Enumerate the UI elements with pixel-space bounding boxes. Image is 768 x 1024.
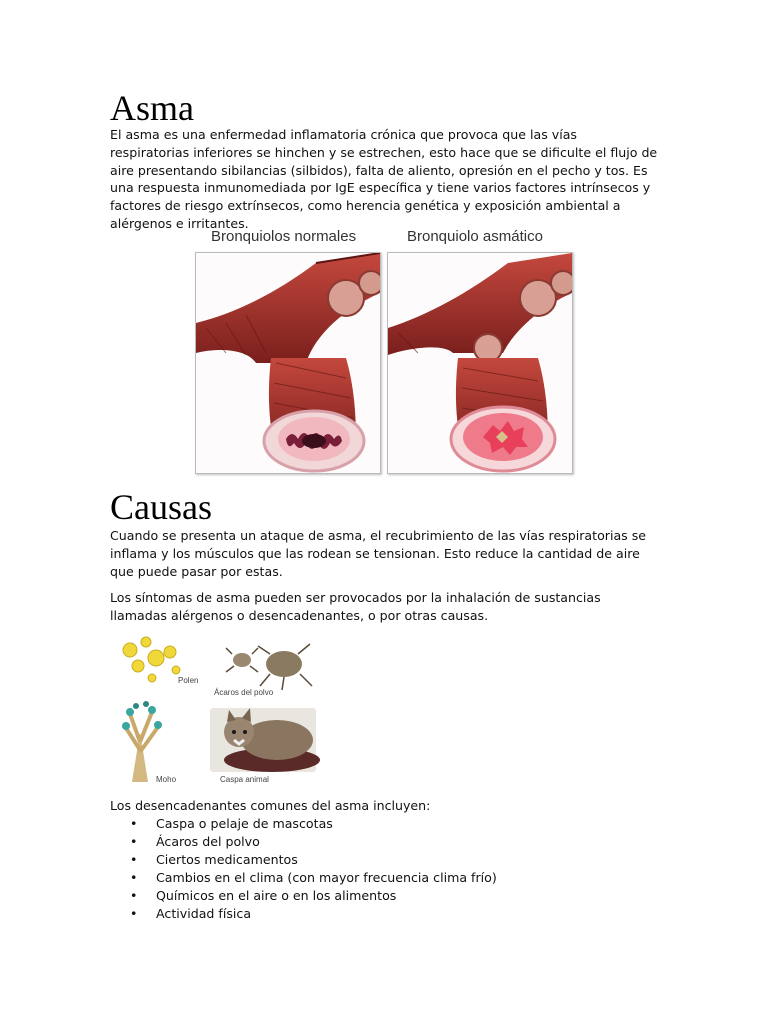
list-item (110, 815, 497, 833)
allergens-figure (112, 632, 322, 792)
asthmatic-bronchiole-illustration (387, 252, 573, 474)
caption-acaros: Ácaros del polvo (214, 688, 274, 697)
list-item-text: Actividad física (156, 906, 252, 921)
triggers-intro: Los desencadenantes comunes del asma incluyen: (110, 798, 431, 813)
mold-illustration (122, 701, 162, 782)
list-item-text: Caspa o pelaje de mascotas (156, 816, 333, 831)
bullet-icon: • (130, 852, 138, 867)
cat-illustration (210, 708, 320, 772)
list-item (110, 869, 497, 887)
list-item-text: Ciertos medicamentos (156, 852, 298, 867)
list-item (110, 851, 497, 869)
label-asthmatic-bronchiole: Bronquiolo asmático (407, 228, 543, 245)
allergens-illustration (112, 632, 322, 792)
paragraph-causas-1: Cuando se presenta un ataque de asma, el recubrimiento de las vías respiratorias se inflama y los músculos que las rodean se tensionan. Esto reduce la cantidad de aire que puede pasar por estas. (110, 528, 647, 579)
bronchiole-figure (195, 226, 575, 476)
triggers-list (110, 815, 497, 923)
bullet-icon: • (130, 906, 138, 921)
normal-bronchiole-illustration (195, 252, 381, 474)
label-normal-bronchioles: Bronquiolos normales (211, 228, 357, 245)
heading-asma: Asma (110, 88, 194, 128)
paragraph-causas-2: Los síntomas de asma pueden ser provocados por la inhalación de sustancias llamadas alérgenos o desencadenantes, o por otras causas. (110, 590, 601, 623)
caption-polen: Polen (178, 676, 199, 685)
bullet-icon: • (130, 834, 138, 849)
list-item-text: Cambios en el clima (con mayor frecuencia clima frío) (156, 870, 497, 885)
list-item (110, 905, 497, 923)
pollen-illustration (123, 637, 180, 682)
list-item (110, 887, 497, 905)
dust-mite-illustration (226, 644, 312, 690)
caption-moho: Moho (156, 775, 177, 784)
heading-causas: Causas (110, 487, 212, 527)
caption-caspa: Caspa animal (220, 775, 269, 784)
bullet-icon: • (130, 888, 138, 903)
list-item-text: Ácaros del polvo (156, 834, 260, 849)
list-item-text: Químicos en el aire o en los alimentos (156, 888, 397, 903)
paragraph-asma: El asma es una enfermedad inflamatoria crónica que provoca que las vías respiratorias inferiores se hinchen y se estrechen, esto hace que se dificulte el flujo de aire presentando sibilancias (silbidos), falta de aliento, opresión en el pecho y tos. Es una respuesta inmunomediada por IgE específica y tiene varios factores intrínsecos y factores de riesgo extrínsecos, como herencia genética y exposición ambiental a alérgenos e irritantes. (110, 127, 658, 231)
bullet-icon: • (130, 870, 138, 885)
bullet-icon: • (130, 816, 138, 831)
list-item (110, 833, 497, 851)
